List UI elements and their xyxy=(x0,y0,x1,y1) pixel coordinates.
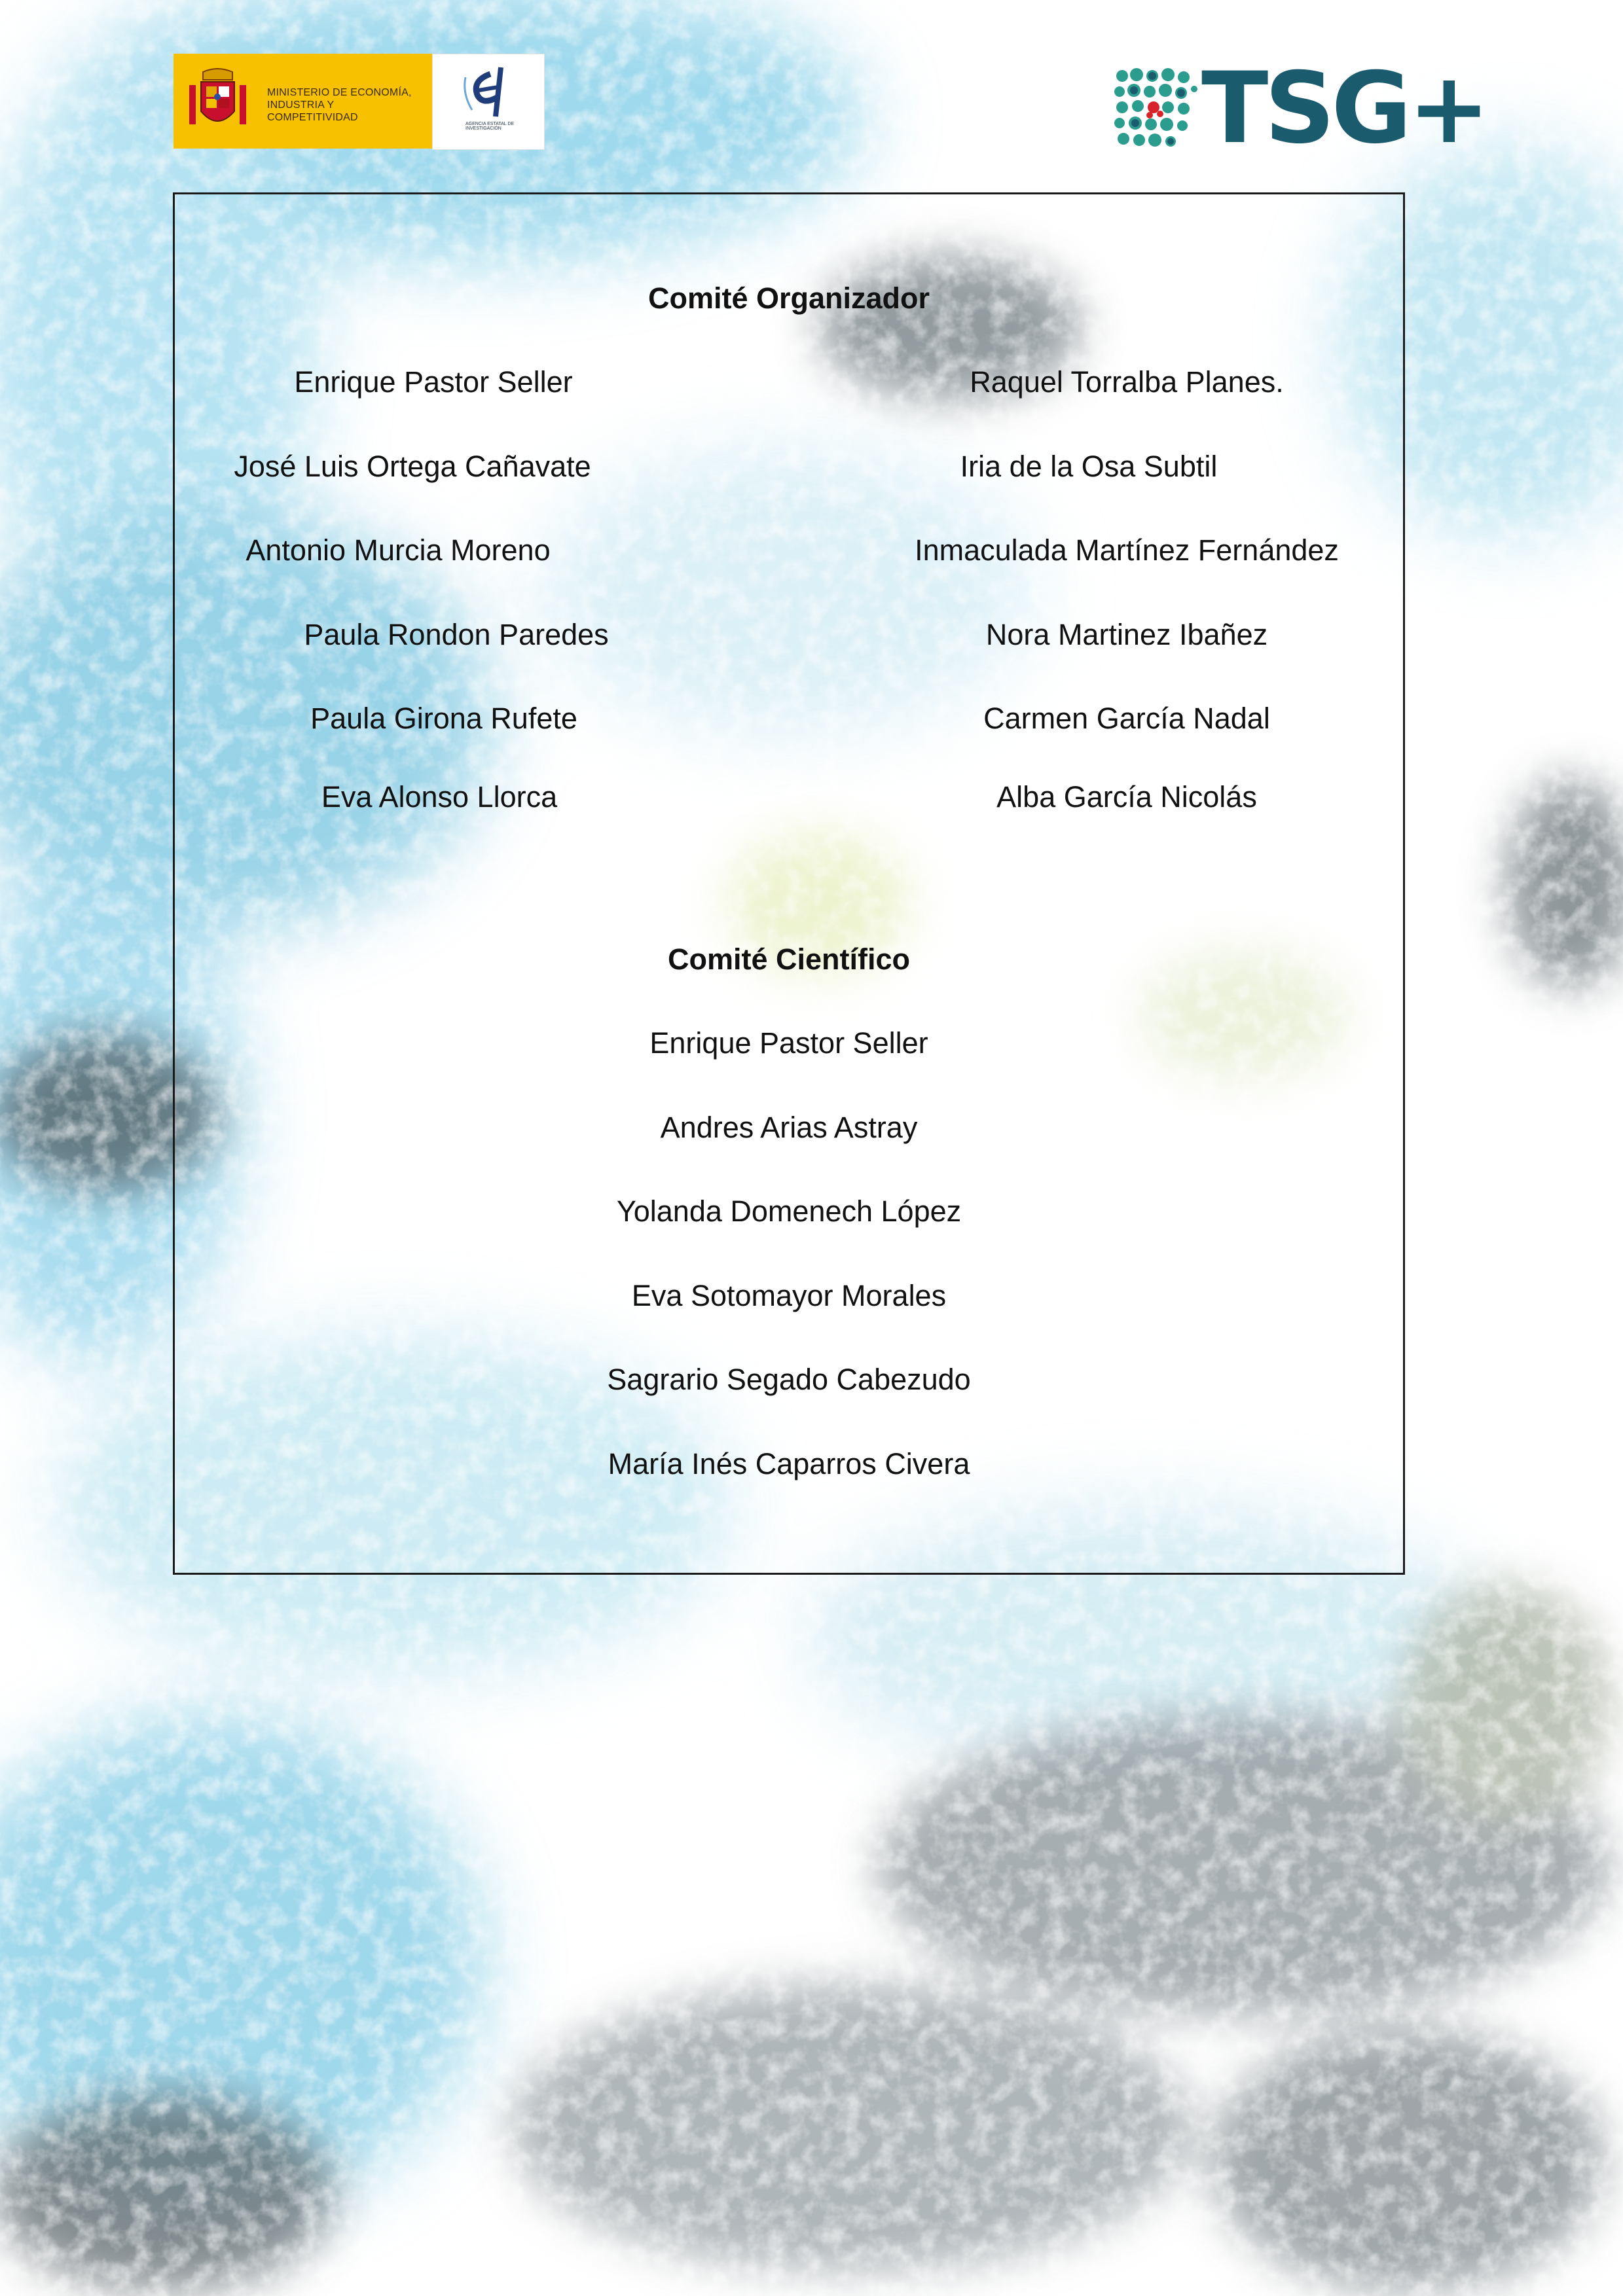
brand-name: TSG+ xyxy=(1201,52,1487,166)
organizing-member-left: Paula Rondon Paredes xyxy=(304,618,609,651)
organizing-member-left: Enrique Pastor Seller xyxy=(294,365,573,399)
organizing-member-right: Iria de la Osa Subtil xyxy=(960,450,1218,483)
organizing-member-left: Paula Girona Rufete xyxy=(310,702,577,735)
committee-box xyxy=(173,192,1405,1575)
scientific-member: María Inés Caparros Civera xyxy=(608,1447,970,1480)
scientific-member: Sagrario Segado Cabezudo xyxy=(607,1363,971,1396)
ministry-name: MINISTERIO DE ECONOMÍA, INDUSTRIA Y COMPETITIVIDAD xyxy=(267,87,412,123)
organizing-member-right: Inmaculada Martínez Fernández xyxy=(915,533,1339,567)
organizing-member-right: Raquel Torralba Planes. xyxy=(970,365,1284,399)
tsg-logo xyxy=(1113,52,1487,166)
ministry-logo xyxy=(173,54,432,149)
scientific-member: Enrique Pastor Seller xyxy=(649,1026,928,1060)
agency-logo xyxy=(432,54,545,150)
organizing-member-left: José Luis Ortega Cañavate xyxy=(234,450,591,483)
organizing-member-right: Alba García Nicolás xyxy=(996,780,1257,814)
scientific-member: Yolanda Domenech López xyxy=(616,1194,962,1228)
coat-of-arms-icon xyxy=(187,65,249,137)
mosaic-icon xyxy=(1113,67,1198,151)
organizing-committee-title: Comité Organizador xyxy=(647,281,930,315)
scientific-member: Eva Sotomayor Morales xyxy=(631,1279,947,1312)
organizing-member-left: Eva Alonso Llorca xyxy=(321,780,558,814)
scientific-member: Andres Arias Astray xyxy=(660,1111,918,1144)
organizing-member-left: Antonio Murcia Moreno xyxy=(246,533,551,567)
scientific-committee-title: Comité Científico xyxy=(667,942,911,976)
organizing-member-right: Nora Martinez Ibañez xyxy=(985,618,1268,651)
agency-emblem-icon xyxy=(433,54,544,149)
tsg-wordmark xyxy=(1201,52,1487,166)
organizing-member-right: Carmen García Nadal xyxy=(983,702,1270,735)
agency-name: AGENCIA ESTATAL DE INVESTIGACIÓN xyxy=(465,122,515,131)
